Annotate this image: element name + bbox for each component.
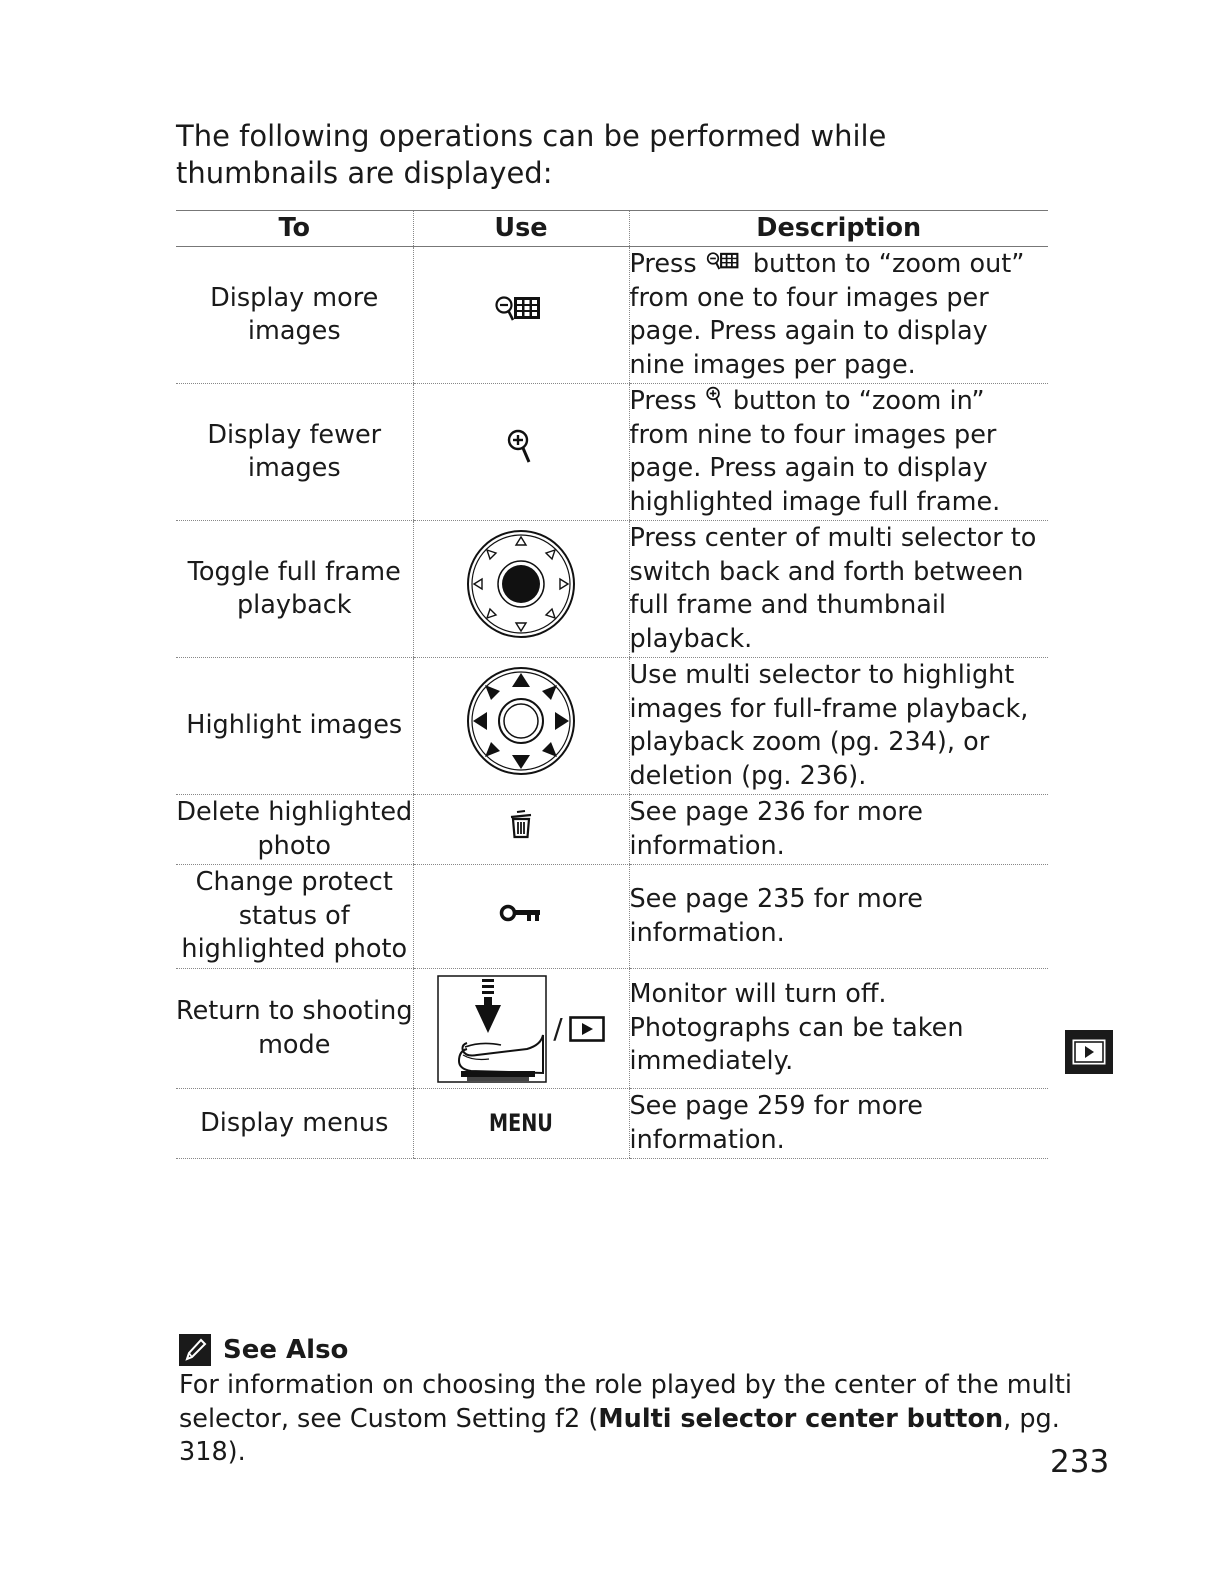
row-to: Highlight images [176,658,413,795]
shutter-release-icon [437,975,547,1083]
row-to: Change protect status of highlighted photo [176,865,413,969]
desc-post: button to “zoom in” from nine to four images per page. Press again to display highlighted image full frame. [629,386,1001,517]
row-description: See page 236 for more information. [629,795,1048,865]
row-to: Display menus [176,1089,413,1159]
row-to: Delete highlighted photo [176,795,413,865]
menu-button-label: MENU [489,1108,553,1137]
playback-section-tab [1065,1030,1113,1078]
row-description: See page 235 for more information. [629,865,1048,969]
table-row [176,658,1048,795]
desc-pre: Press [629,386,697,416]
intro-paragraph: The following operations can be performed while thumbnails are displayed: [176,119,887,190]
see-also-note [179,1332,1079,1470]
zoom-in-icon [705,385,725,411]
see-also-text-end: , pg. 318). [179,1403,1060,1467]
header-description: Description [629,211,1048,247]
page-number: 233 [1050,1444,1110,1480]
row-description: See page 259 for more information. [629,1089,1048,1159]
pencil-note-icon [179,1334,211,1366]
setting-name: Multi selector center button [598,1403,1004,1434]
table-row [176,247,1048,384]
row-use [413,384,629,521]
multi-selector-center-icon [465,528,577,640]
see-also-body [179,1369,1079,1470]
desc-post: button to “zoom out” from one to four images per page. Press again to display nine images per page. [629,249,1025,380]
table-row [176,795,1048,865]
see-also-title: See Also [223,1335,349,1365]
table-row [176,1089,1048,1159]
row-to: Display more images [176,247,413,384]
row-description [629,247,1048,384]
key-icon [499,902,543,924]
multi-selector-arrows-icon [465,665,577,777]
row-description: Press center of multi selector to switch back and forth between full frame and thumbnail playback. [629,521,1048,658]
playback-button-icon [569,1016,605,1042]
table-row [176,865,1048,969]
table-row [176,384,1048,521]
row-use [413,658,629,795]
use-separator: / [553,1011,563,1045]
zoom-out-thumbnail-icon [705,250,745,274]
table-row [176,969,1048,1089]
row-use [413,1089,629,1159]
header-use: Use [413,211,629,247]
row-use [413,969,629,1089]
row-description: Monitor will turn off. Photographs can be taken immediately. [629,969,1048,1089]
row-use [413,865,629,969]
see-also-text: For information on choosing the role played by the center of the multi selector, see Custom Setting f2 ( [179,1370,1072,1434]
operations-table [176,210,1048,1159]
row-to: Return to shooting mode [176,969,413,1089]
row-use [413,795,629,865]
row-use [413,247,629,384]
header-to: To [176,211,413,247]
table-header-row [176,211,1048,247]
zoom-in-icon [506,427,536,467]
row-description: Use multi selector to highlight images for full-frame playback, playback zoom (pg. 234), or deletion (pg. 236). [629,658,1048,795]
desc-pre: Press [629,249,697,279]
zoom-out-thumbnail-icon [494,293,548,327]
row-to: Display fewer images [176,384,413,521]
row-description [629,384,1048,521]
row-use [413,521,629,658]
playback-tab-icon [1065,1030,1113,1074]
row-to: Toggle full frame playback [176,521,413,658]
trash-icon [509,810,533,840]
table-row [176,521,1048,658]
